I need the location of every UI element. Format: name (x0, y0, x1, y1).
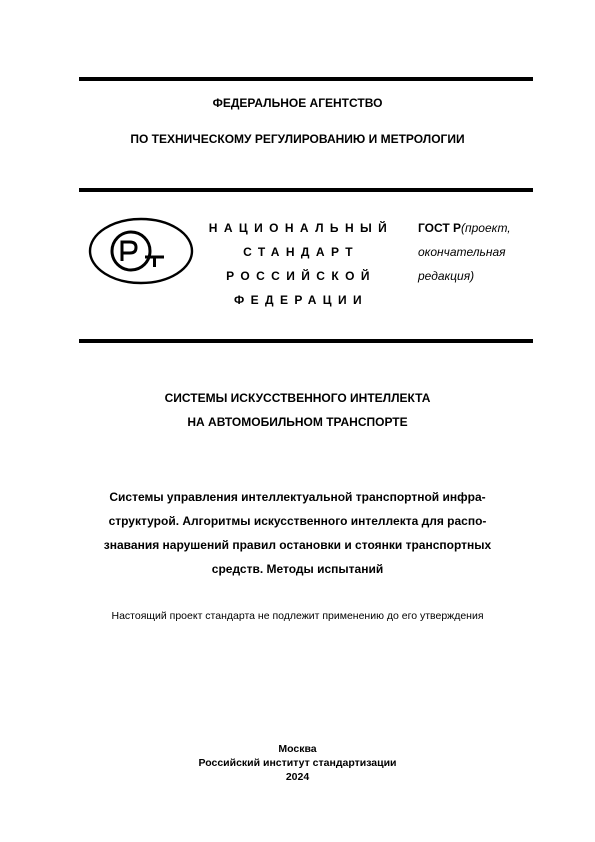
document-title-line-2: НА АВТОМОБИЛЬНОМ ТРАНСПОРТЕ (187, 415, 408, 429)
subtitle-line-3: знавания нарушений правил остановки и стоянки транспортных (103, 538, 492, 552)
national-line-4: ФЕДЕРАЦИИ (233, 293, 369, 307)
publisher-city: Москва (278, 743, 317, 755)
subtitle-line-2: структурой. Алгоритмы искусственного интеллекта для распо- (108, 514, 487, 528)
subtitle-line-1: Системы управления интеллектуальной транспортной инфра- (109, 490, 486, 504)
national-line-3: РОССИЙСКОЙ (226, 269, 376, 283)
rst-logo-icon (88, 217, 194, 285)
publication-year: 2024 (285, 771, 310, 783)
standard-bottom-rule (79, 339, 533, 343)
document-title-line-1: СИСТЕМЫ ИСКУССТВЕННОГО ИНТЕЛЛЕКТА (164, 391, 431, 405)
agency-bottom-rule (79, 188, 533, 192)
gost-label: ГОСТ Р (418, 221, 462, 235)
draft-notice: Настоящий проект стандарта не подлежит применению до его утверждения (111, 610, 484, 622)
top-rule (79, 77, 533, 81)
national-line-1: НАЦИОНАЛЬНЫЙ (208, 221, 394, 235)
subtitle-line-4: средств. Методы испытаний (211, 562, 384, 576)
agency-line-1: ФЕДЕРАЛЬНОЕ АГЕНТСТВО (212, 96, 383, 110)
agency-line-2: ПО ТЕХНИЧЕСКОМУ РЕГУЛИРОВАНИЮ И МЕТРОЛОГИИ (130, 132, 465, 146)
national-line-2: СТАНДАРТ (243, 245, 359, 259)
gost-status-2: окончательная (418, 245, 506, 259)
gost-status-3: редакция) (418, 269, 475, 283)
publisher-institute: Российский институт стандартизации (198, 757, 397, 769)
gost-designation (418, 221, 511, 235)
gost-status-1: (проект, (461, 221, 511, 235)
